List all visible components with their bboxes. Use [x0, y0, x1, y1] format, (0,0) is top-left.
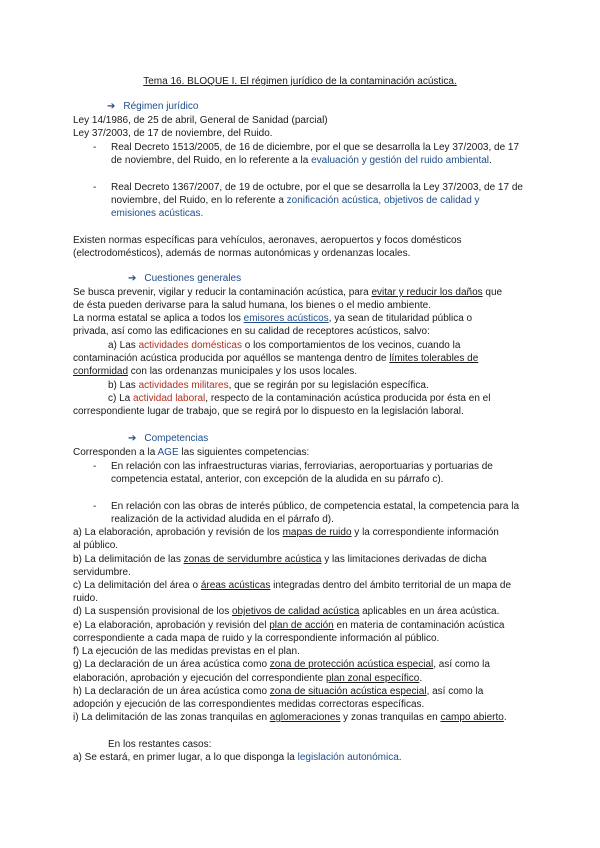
page-title: Tema 16. BLOQUE I. El régimen jurídico de la contaminación acústica.	[143, 76, 457, 87]
arrow-right-icon: ➔	[128, 273, 137, 284]
list-item: c) La delimitación del área o áreas acústicas integradas dentro del ámbito territorial de un mapa de	[73, 580, 512, 591]
list-item: a) La elaboración, aprobación y revisión de los mapas de ruido y la correspondiente información	[73, 527, 499, 538]
text-line: Corresponden a la AGE las siguientes competencias:	[73, 447, 310, 458]
text-line: (electrodomésticos), además de normas autonómicas y ordenanzas locales.	[73, 248, 411, 259]
list-item: d) La suspensión provisional de los objetivos de calidad acústica aplicables en un área acústica.	[73, 606, 500, 617]
text-line: elaboración, aprobación y ejecución del correspondiente plan zonal específico.	[73, 673, 423, 684]
text-line: de ésta pueden derivarse para la salud humana, los bienes o el medio ambiente.	[73, 300, 432, 311]
list-item: i) La delimitación de las zonas tranquilas en aglomeraciones y zonas tranquilas en campo abierto.	[73, 712, 507, 723]
text-line: a) Se estará, en primer lugar, a lo que disponga la legislación autonómica.	[73, 752, 402, 763]
text-line: En relación con las obras de interés público, de competencia estatal, la competencia para la	[111, 501, 520, 512]
text-line: En los restantes casos:	[108, 739, 212, 750]
bullet-dash: -	[93, 142, 97, 153]
text-line: c) La actividad laboral, respecto de la contaminación acústica producida por ésta en el	[108, 393, 491, 404]
text-line: servidumbre.	[73, 567, 131, 578]
section-heading-competencias: ➔ Competencias	[128, 433, 209, 444]
text-line: al público.	[73, 540, 119, 551]
text-line: noviembre, del Ruido, en lo referente a zonificación acústica, objetivos de calidad y	[111, 195, 480, 206]
text-line: En relación con las infraestructuras viarias, ferroviarias, aeroportuarias y portuarias de	[111, 461, 493, 472]
text-line: adopción y ejecución de las correspondientes medidas correctoras específicas.	[73, 699, 425, 710]
text-line: Ley 14/1986, de 25 de abril, General de Sanidad (parcial)	[73, 115, 328, 126]
text-line: ruido.	[73, 593, 99, 604]
bullet-dash: -	[93, 182, 97, 193]
list-item: e) La elaboración, aprobación y revisión del plan de acción en materia de contaminación acústica	[73, 620, 505, 631]
text-line: Se busca prevenir, vigilar y reducir la contaminación acústica, para evitar y reducir los daños que	[73, 287, 503, 298]
text-line: correspondiente lugar de trabajo, que se regirá por lo dispuesto en la legislación laboral.	[73, 406, 464, 417]
arrow-right-icon: ➔	[128, 433, 137, 444]
arrow-right-icon: ➔	[107, 101, 116, 112]
section-heading-cuestiones: ➔ Cuestiones generales	[128, 273, 242, 284]
text-line: correspondiente a cada mapa de ruido y la correspondiente información al público.	[73, 633, 440, 644]
section-heading-regimen: ➔ Régimen jurídico	[107, 101, 199, 112]
text-line: emisiones acústicas.	[111, 208, 204, 219]
text-line: Real Decreto 1513/2005, de 16 de diciembre, por el que se desarrolla la Ley 37/2003, de 17	[111, 142, 520, 153]
list-item: b) La delimitación de las zonas de servidumbre acústica y las limitaciones derivadas de dicha	[73, 554, 487, 565]
list-item: h) La declaración de un área acústica como zona de situación acústica especial, así como la	[73, 686, 484, 697]
text-line: Ley 37/2003, de 17 de noviembre, del Ruido.	[73, 128, 273, 139]
text-line: b) Las actividades militares, que se regirán por su legislación específica.	[108, 380, 429, 391]
text-line: Existen normas específicas para vehículos, aeronaves, aeropuertos y focos domésticos	[73, 235, 462, 246]
text-line: de noviembre, del Ruido, en lo referente a la evaluación y gestión del ruido ambiental.	[111, 155, 492, 166]
list-item: g) La declaración de un área acústica como zona de protección acústica especial, así como la	[73, 659, 490, 670]
bullet-dash: -	[93, 501, 97, 512]
text-line: Real Decreto 1367/2007, de 19 de octubre, por el que se desarrolla la Ley 37/2003, de 17 de	[111, 182, 523, 193]
text-line: a) Las actividades domésticas o los comportamientos de los vecinos, cuando la	[108, 340, 461, 351]
text-line: conformidad con las ordenanzas municipales y los usos locales.	[73, 366, 358, 377]
list-item: f) La ejecución de las medidas previstas en el plan.	[73, 646, 300, 657]
text-line: La norma estatal se aplica a todos los emisores acústicos, ya sean de titularidad pública o	[73, 313, 473, 324]
text-line: contaminación acústica producida por aquéllos se mantenga dentro de límites tolerables de	[73, 353, 479, 364]
bullet-dash: -	[93, 461, 97, 472]
text-line: privada, así como las edificaciones en su calidad de receptores acústicos, salvo:	[73, 326, 430, 337]
text-line: competencia estatal, anterior, con excepción de la aludida en su párrafo c).	[111, 474, 444, 485]
text-line: realización de la actividad aludida en el párrafo d).	[111, 514, 334, 525]
